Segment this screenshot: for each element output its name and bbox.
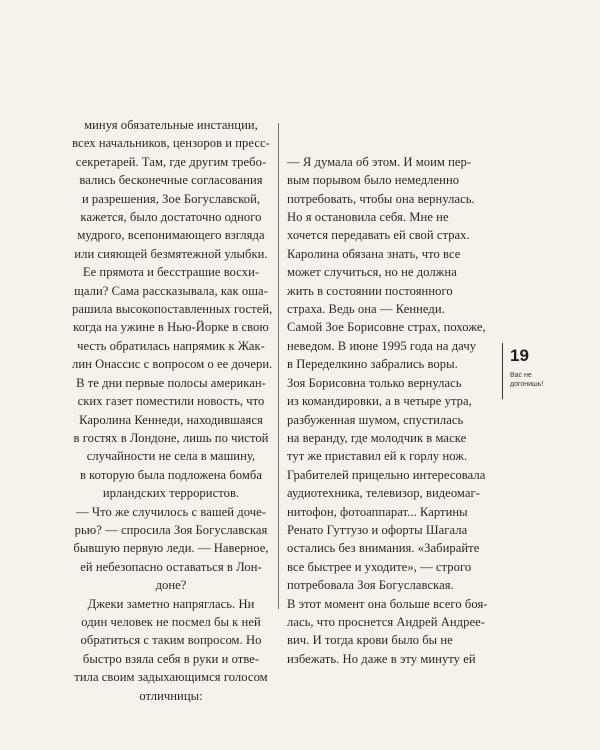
text-line: все быстрее и уходите», — строго (287, 559, 472, 574)
text-line: В этот момент она больше всего боя- (287, 596, 488, 611)
text-line: Ее прямота и бесстрашие восхи- (82, 265, 260, 280)
text-line: аудиотехника, телевизор, видеомаг- (287, 486, 480, 501)
text-line: быстро взяла себя в руки и отве- (82, 651, 260, 666)
page-number: 19 (510, 346, 529, 365)
text-line: случайности не села в машину, (86, 449, 256, 464)
text-line: избежать. Но даже в эту минуту ей (287, 651, 476, 666)
text-line: хочется передавать ей свой страх. (287, 228, 470, 243)
text-line: бывшую первую леди. — Наверное, (73, 541, 269, 556)
text-line: Джеки заметно напряглась. Ни (87, 596, 255, 611)
left-text-column (72, 116, 273, 705)
text-line: или сияющей безмятежной улыбки. (74, 246, 268, 261)
text-line: — Я думала об этом. И моим пер- (287, 154, 472, 169)
page-caption-line: Вас не (510, 372, 532, 379)
text-line: страха. Ведь она — Кеннеди. (287, 302, 445, 317)
text-line: лась, что проснется Андрей Андрее- (287, 614, 486, 629)
page-number-rule (502, 343, 503, 399)
text-line: вич. И тогда крови было бы не (287, 633, 453, 648)
text-line: и разрешения, Зое Богуславской, (81, 191, 261, 206)
text-line: Но я остановила себя. Мне не (287, 210, 449, 225)
text-line: тила своим задыхающимся голосом (74, 670, 268, 685)
text-line: неведом. В июне 1995 года на дачу (287, 338, 477, 353)
text-line: Зоя Борисовна только вернулась (287, 375, 462, 390)
text-line: щали? Сама рассказывала, как оша- (74, 283, 268, 298)
page-caption-line: догонишь! (510, 381, 544, 388)
text-line: нитофон, фотоаппарат... Картины (287, 504, 468, 519)
page-caption (510, 371, 590, 389)
text-line: на веранду, где молодчик в маске (287, 430, 467, 445)
text-line: честь обратилась напрямик к Жак- (77, 338, 265, 353)
text-line: доне? (155, 578, 187, 593)
text-line: рашила высокопоставленных гостей, (72, 302, 273, 317)
text-line: в гостях в Лондоне, лишь по чистой (73, 430, 269, 445)
text-line: разбуженная шумом, спустилась (287, 412, 464, 427)
text-line (287, 116, 495, 134)
text-line: в которую была подложена бомба (79, 467, 263, 482)
text-line: В те дни первые полосы американ- (76, 375, 266, 390)
text-line: жить в состоянии постоянного (287, 283, 453, 298)
text-line: ирландских террористов. (102, 486, 240, 501)
text-line: тут же приставил ей к горлу нож. (287, 449, 468, 464)
column-divider (278, 123, 279, 609)
text-line: потребовать, чтобы она вернулась. (287, 191, 475, 206)
text-line: может случиться, но не должна (287, 265, 457, 280)
right-text-column (287, 116, 495, 668)
text-line: вым порывом было немедленно (287, 173, 460, 188)
text-line: кажется, было достаточно одного (80, 210, 262, 225)
text-line: обратиться с таким вопросом. Но (80, 633, 262, 648)
text-line: вались бесконечные согласования (79, 173, 263, 188)
text-line: всех начальников, цензоров и пресс- (72, 136, 270, 151)
text-line: ей небезопасно оставаться в Лон- (80, 559, 262, 574)
text-line: Самой Зое Борисовне страх, похоже, (287, 320, 486, 335)
text-line: из командировки, а в четыре утра, (287, 394, 472, 409)
text-line: лин Онассис с вопросом о ее дочери. (72, 357, 273, 372)
text-line: Каролина обязана знать, что все (287, 246, 461, 261)
text-line: секретарей. Там, где другим требо- (75, 154, 267, 169)
text-line: рью? — спросила Зоя Богуславская (74, 522, 268, 537)
text-line: когда на ужине в Нью-Йорке в свою (73, 320, 269, 335)
text-line: ских газет поместили новость, что (77, 394, 265, 409)
text-line: Ренато Гуттузо и офорты Шагала (287, 522, 468, 537)
text-line: потребовала Зоя Богуславская. (287, 578, 454, 593)
text-line: — Что же случилось с вашей доче- (76, 504, 266, 519)
text-line (287, 134, 495, 152)
text-line: минуя обязательные инстанции, (84, 118, 258, 132)
text-line: остались без внимания. «Забирайте (287, 541, 480, 556)
text-line: Каролина Кеннеди, находившаяся (79, 412, 263, 427)
text-line: отличницы: (139, 688, 203, 703)
text-line: в Переделкино забрались воры. (287, 357, 458, 372)
text-line: один человек не посмел бы к ней (81, 614, 261, 629)
text-line: Грабителей прицельно интересовала (287, 467, 486, 482)
text-line: мудрого, всепонимающего взгляда (77, 228, 265, 243)
